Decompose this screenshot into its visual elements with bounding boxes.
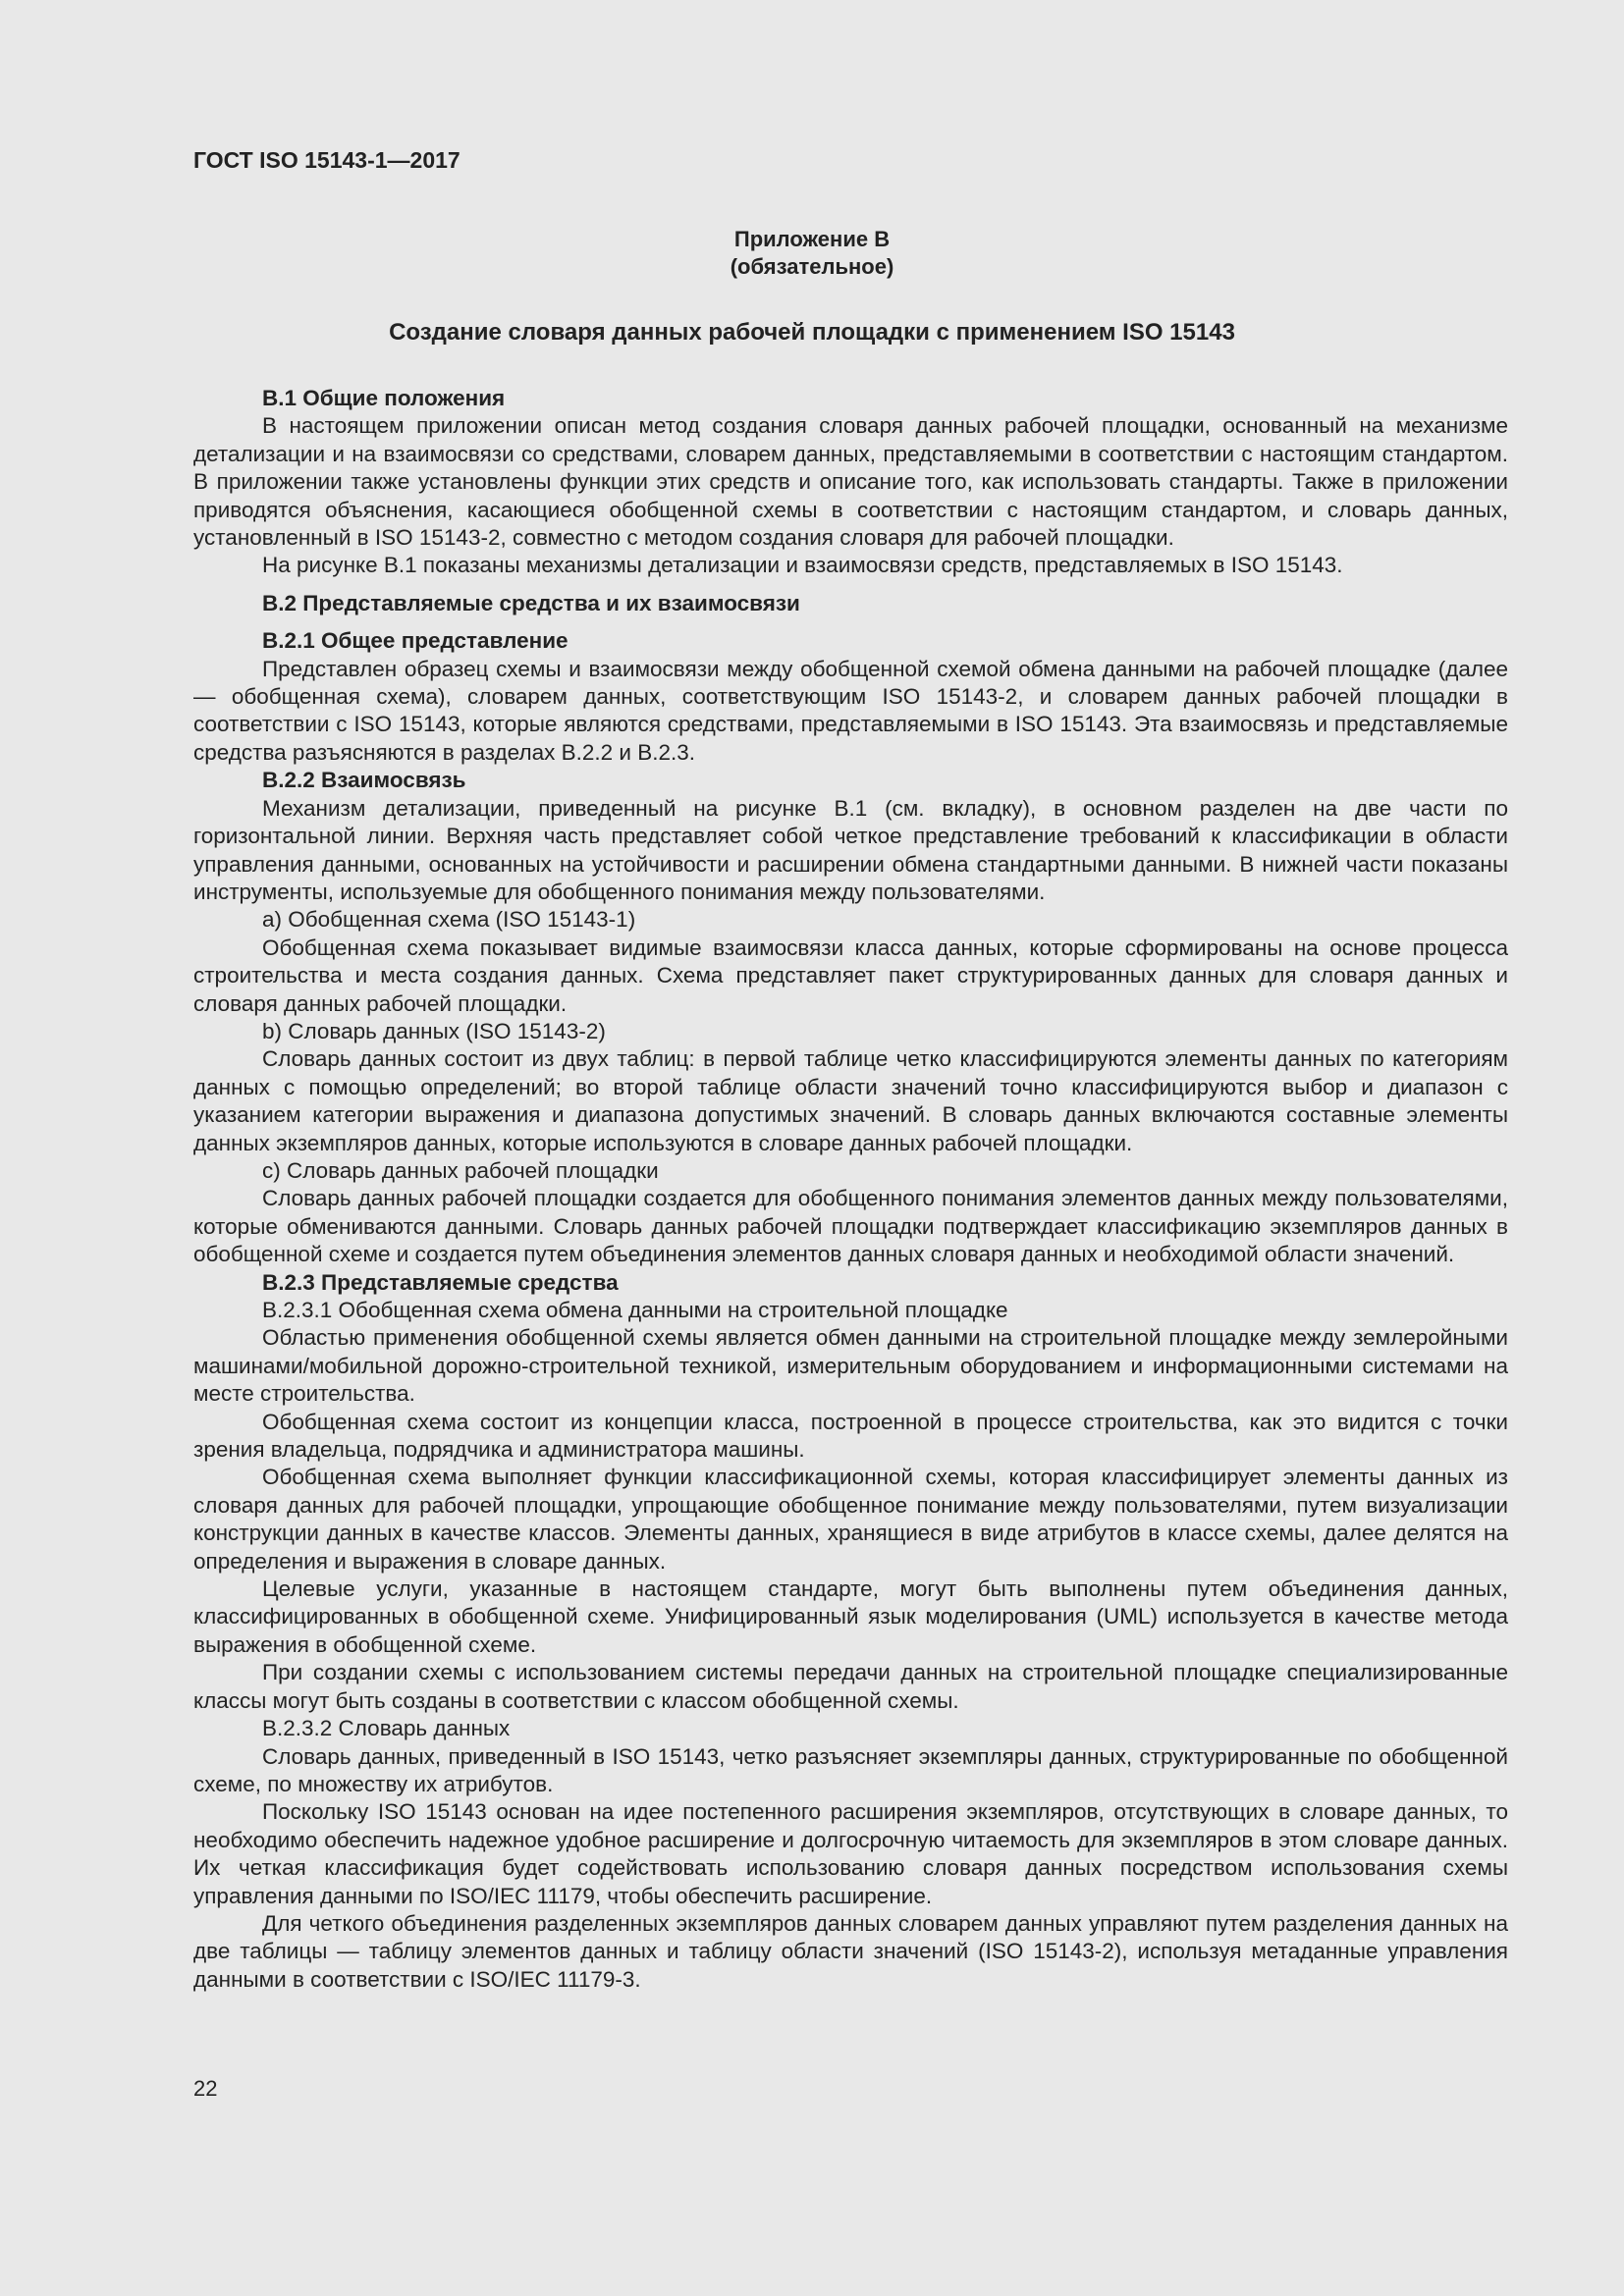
body-paragraph: При создании схемы с использованием системы передачи данных на строительной площадке специализированные классы могут быть созданы в соответствии с классом обобщенной схемы. [193,1660,1508,1713]
section-heading: В.1 Общие положения [262,386,506,410]
body-paragraph: Поскольку ISO 15143 основан на идее постепенного расширения экземпляров, отсутствующих в словаре данных, то необходимо обеспечить надежное удобное расширение и долгосрочную читаемость для экземпляров в этом словаре данных. Их четкая классификация будет содействовать использованию словаря данных посредством использования схемы управления данными по ISO/IEC 11179, чтобы обеспечить расширение. [193,1799,1508,1908]
annex-title: Создание словаря данных рабочей площадки с применением ISO 15143 [389,319,1235,346]
body-paragraph: Целевые услуги, указанные в настоящем стандарте, могут быть выполнены путем объединения данных, классифицированных в обобщенной схеме. Унифицированный язык моделирования (UML) используется в качестве метода выражения в обобщенной схеме. [193,1576,1508,1657]
subsection-label: а) Обобщенная схема (ISO 15143-1) [262,907,636,933]
body-paragraph: В настоящем приложении описан метод создания словаря данных рабочей площадки, основанный на механизме детализации и на взаимосвязи со средствами, словарем данных, представляемыми в соответствии с настоящим стандартом. В приложении также установлены функции этих средств и описание того, как использовать стандарты. Также в приложении приводятся объяснения, касающиеся обобщенной схемы в соответствии с настоящим стандартом, и словарь данных, установленный в ISO 15143-2, совместно с методом создания словаря для рабочей площадки. [193,413,1508,551]
section-heading: В.2 Представляемые средства и их взаимосвязи [262,590,800,615]
document-body [193,385,1508,1994]
body-paragraph: Областью применения обобщенной схемы является обмен данными на строительной площадке между землеройными машинами/мобильной дорожно-строительной техникой, измерительным оборудованием и информационными системами на месте строительства. [193,1325,1508,1407]
page-number: 22 [193,2076,218,2101]
section-heading: В.2.3 Представляемые средства [262,1269,619,1295]
body-paragraph: Словарь данных состоит из двух таблиц: в первой таблице четко классифицируются элементы данных по категориям данных с помощью определений; во второй таблице области значений точно классифицируются выбор и диапазон с указанием категории выражения и диапазона допустимых значений. В словарь данных включаются составные элементы данных экземпляров данных, которые используются в словаре данных рабочей площадки. [193,1046,1508,1155]
body-paragraph: Обобщенная схема показывает видимые взаимосвязи класса данных, которые сформированы на основе процесса строительства и места создания данных. Схема представляет пакет структурированных данных для словаря данных и словаря данных рабочей площадки. [193,934,1508,1016]
body-paragraph: Для четкого объединения разделенных экземпляров данных словарем данных управляют путем разделения данных на две таблицы — таблицу элементов данных и таблицу области значений (ISO 15143-2), используя метаданные управления данными в соответствии с ISO/IEC 11179-3. [193,1910,1508,1992]
body-paragraph: Обобщенная схема состоит из концепции класса, построенной в процессе строительства, как это видится с точки зрения владельца, подрядчика и администратора машины. [193,1409,1508,1463]
body-paragraph: Обобщенная схема выполняет функции классификационной схемы, которая классифицирует элементы данных из словаря данных для рабочей площадки, упрощающие обобщенное понимание между пользователями, путем визуализации конструкции данных в качестве классов. Элементы данных, хранящиеся в виде атрибутов в классе схемы, далее делятся на определения и выражения в словаре данных. [193,1465,1508,1574]
document-code: ГОСТ ISO 15143-1—2017 [193,147,460,173]
annex-label: Приложение В [733,227,891,251]
body-paragraph: Представлен образец схемы и взаимосвязи между обобщенной схемой обмена данными на рабочей площадке (далее — обобщенная схема), словарем данных, соответствующим ISO 15143-2, и словарем данных рабочей площадки в соответствии с ISO 15143, которые являются средствами, представляемыми в ISO 15143. Эта взаимосвязь и представляемые средства разъясняются в разделах В.2.2 и В.2.3. [193,656,1508,765]
subsection-label: В.2.3.2 Словарь данных [262,1716,511,1741]
body-paragraph: Механизм детализации, приведенный на рисунке В.1 (см. вкладку), в основном разделен на две части по горизонтальной линии. Верхняя часть представляет собой четкое представление требований к классификации в области управления данными, основанных на устойчивости и расширении обмена стандартными данными. В нижней части показаны инструменты, используемые для обобщенного понимания между пользователями. [193,795,1508,904]
body-paragraph: Словарь данных рабочей площадки создается для обобщенного понимания элементов данных между пользователями, которые обмениваются данными. Словарь данных рабочей площадки подтверждает классификацию экземпляров данных в обобщенной схеме и создается путем объединения элементов данных словаря данных и необходимой области значений. [193,1186,1508,1267]
subsection-label: b) Словарь данных (ISO 15143-2) [262,1018,606,1043]
body-paragraph: На рисунке В.1 показаны механизмы детализации и взаимосвязи средств, представляемых в ISO 15143. [262,553,1343,578]
section-heading: В.2.1 Общее представление [262,628,568,654]
subsection-label: В.2.3.1 Обобщенная схема обмена данными на строительной площадке [262,1298,1008,1322]
subsection-label: c) Словарь данных рабочей площадки [262,1157,659,1183]
annex-status: (обязательное) [730,254,894,279]
annex-heading [0,226,1624,281]
section-heading: В.2.2 Взаимосвязь [262,768,466,793]
body-paragraph: Словарь данных, приведенный в ISO 15143, четко разъясняет экземпляры данных, структурированные по обобщенной схеме, по множеству их атрибутов. [193,1743,1508,1796]
